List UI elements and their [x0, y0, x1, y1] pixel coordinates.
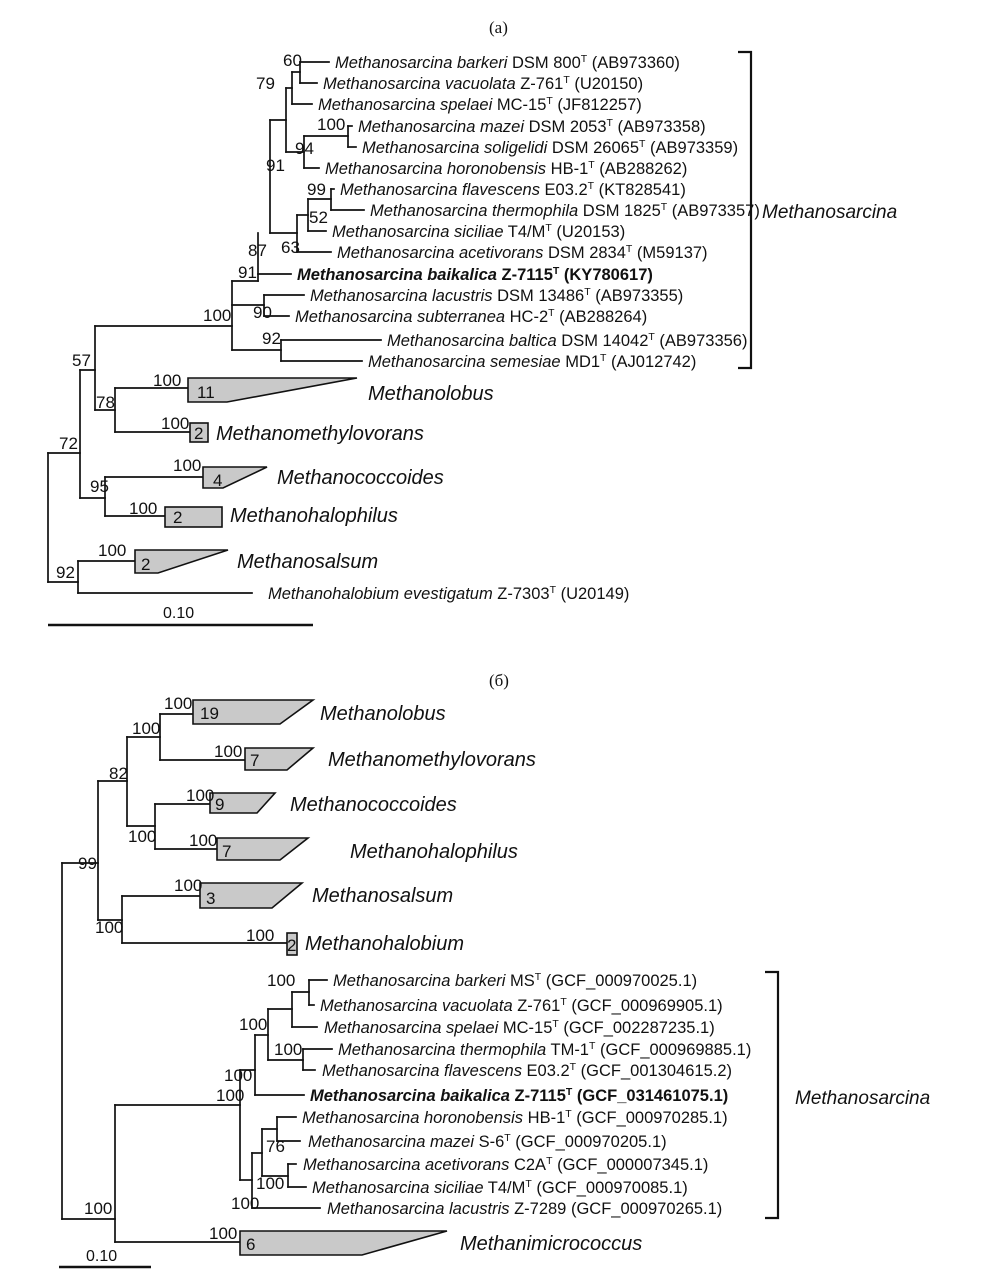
bootstrap-value: 100	[274, 1040, 303, 1059]
bootstrap-value: 100	[129, 499, 158, 518]
clade-genus-label: Methanohalophilus	[230, 505, 398, 527]
taxon-label: Methanosarcina spelaei $MC-15^T$ (GCF_002287235.1)	[324, 1018, 715, 1037]
clade-taxon-count: 11	[197, 383, 215, 402]
taxon-label: Methanosarcina baikalica $Z-7115^T$ (GCF_031461075.1)	[310, 1086, 729, 1105]
bootstrap-value: 95	[90, 477, 109, 496]
taxon-label: Methanosarcina lacustris DSM $13486^T$ (AB973355)	[310, 286, 684, 305]
clade-genus-label: Methanohalobium	[305, 933, 464, 955]
taxon-label: Methanosarcina soligelidi DSM $26065^T$ (AB973359)	[362, 138, 739, 157]
bootstrap-value: 100	[231, 1194, 260, 1213]
clade-taxon-count: 3	[206, 889, 216, 908]
taxon-label: Methanosarcina semesiae $MD1^T$ (AJ012742)	[368, 352, 697, 371]
panel-label: (б)	[489, 671, 509, 690]
taxon-label: Methanosarcina lacustris Z-7289 (GCF_000970265.1)	[327, 1200, 723, 1218]
bootstrap-value: 92	[262, 329, 281, 348]
bootstrap-value: 100	[209, 1224, 238, 1243]
bootstrap-value: 91	[238, 263, 257, 282]
panel-label: (a)	[489, 18, 508, 37]
taxon-label: Methanosarcina barkeri $MS^T$ (GCF_000970025.1)	[333, 971, 698, 990]
taxon-label: Methanosarcina flavescens $E03.2^T$ (KT828541)	[340, 180, 686, 199]
taxon-label: Methanosarcina siciliae $T4/M^T$ (GCF_000970085.1)	[312, 1178, 688, 1197]
bootstrap-value: 100	[174, 876, 203, 895]
bootstrap-value: 99	[78, 854, 97, 873]
taxon-label: Methanosarcina mazei $S-6^T$ (GCF_000970205.1)	[308, 1132, 667, 1151]
scale-bar-label: 0.10	[163, 605, 195, 622]
taxon-label: Methanosarcina horonobensis $HB-1^T$ (AB288262)	[325, 159, 688, 178]
bootstrap-value: 79	[256, 74, 275, 93]
clade-taxon-count: 2	[194, 424, 204, 443]
bootstrap-value: 100	[203, 306, 232, 325]
bootstrap-value: 100	[267, 971, 296, 990]
taxon-label: Methanosarcina flavescens $E03.2^T$ (GCF_001304615.2)	[322, 1061, 733, 1080]
taxon-label: Methanosarcina vacuolata $Z-761^T$ (GCF_000969905.1)	[320, 996, 723, 1015]
bootstrap-value: 100	[98, 541, 127, 560]
bootstrap-value: 60	[283, 51, 302, 70]
taxon-label: Methanosarcina acetivorans DSM $2834^T$ (M59137)	[337, 243, 708, 262]
bootstrap-value: 100	[317, 115, 346, 134]
bootstrap-value: 100	[161, 414, 190, 433]
bootstrap-value: 76	[266, 1137, 285, 1156]
bootstrap-value: 57	[72, 351, 91, 370]
bootstrap-value: 52	[309, 208, 328, 227]
clade-taxon-count: 7	[250, 751, 260, 770]
taxon-label: Methanosarcina vacuolata $Z-761^T$ (U20150)	[323, 74, 644, 93]
bootstrap-value: 99	[307, 180, 326, 199]
clade-taxon-count: 2	[287, 936, 297, 955]
clade-genus-label: Methanosalsum	[237, 551, 379, 573]
taxon-label: Methanosarcina mazei DSM $2053^T$ (AB973358)	[358, 117, 706, 136]
taxon-label: Methanosarcina baikalica $Z-7115^T$ (KY780617)	[297, 265, 653, 284]
bootstrap-value: 78	[96, 393, 115, 412]
bootstrap-value: 82	[109, 764, 128, 783]
taxon-label: Methanosarcina thermophila $TM-1^T$ (GCF_000969885.1)	[338, 1040, 752, 1059]
bootstrap-value: 100	[224, 1066, 253, 1085]
bootstrap-value: 100	[239, 1015, 268, 1034]
bootstrap-value: 100	[128, 827, 157, 846]
clade-genus-label: Methanococcoides	[290, 794, 457, 816]
clade-taxon-count: 6	[246, 1235, 256, 1254]
bootstrap-value: 100	[95, 918, 124, 937]
clade-genus-label: Methanococcoides	[277, 467, 444, 489]
clade-genus-label: Methanosalsum	[312, 885, 454, 907]
bracket-genus-label: Methanosarcina	[795, 1088, 931, 1109]
bootstrap-value: 63	[281, 238, 300, 257]
bootstrap-value: 100	[216, 1086, 245, 1105]
taxon-label: Methanosarcina acetivorans $C2A^T$ (GCF_000007345.1)	[303, 1155, 709, 1174]
bootstrap-value: 100	[173, 456, 202, 475]
bootstrap-value: 100	[214, 742, 243, 761]
bootstrap-value: 100	[256, 1174, 285, 1193]
taxon-label: Methanohalobium evestigatum $Z-7303^T$ (U20149)	[268, 584, 630, 603]
bootstrap-value: 87	[248, 241, 267, 260]
scale-bar-label: 0.10	[86, 1248, 118, 1265]
taxon-label: Methanosarcina horonobensis $HB-1^T$ (GCF_000970285.1)	[302, 1108, 728, 1127]
clade-taxon-count: 2	[173, 508, 183, 527]
clade-taxon-count: 7	[222, 842, 232, 861]
clade-genus-label: Methanomethylovorans	[216, 423, 424, 445]
clade-taxon-count: 2	[141, 555, 151, 574]
bootstrap-value: 100	[189, 831, 218, 850]
taxon-label: Methanosarcina siciliae $T4/M^T$ (U20153)	[332, 222, 626, 241]
bootstrap-value: 94	[295, 139, 314, 158]
taxon-label: Methanosarcina thermophila DSM $1825^T$ (AB973357)	[370, 201, 760, 220]
taxon-label: Methanosarcina barkeri DSM $800^T$ (AB973360)	[335, 53, 680, 72]
bootstrap-value: 100	[84, 1199, 113, 1218]
clade-taxon-count: 4	[213, 471, 223, 490]
bootstrap-value: 100	[132, 719, 161, 738]
bootstrap-value: 91	[266, 156, 285, 175]
bootstrap-value: 100	[153, 371, 182, 390]
bootstrap-value: 92	[56, 563, 75, 582]
bootstrap-value: 100	[164, 694, 193, 713]
bootstrap-value: 100	[186, 786, 215, 805]
clade-genus-label: Methanolobus	[368, 383, 494, 405]
clade-genus-label: Methanolobus	[320, 703, 446, 725]
bootstrap-value: 72	[59, 434, 78, 453]
taxon-label: Methanosarcina spelaei $MC-15^T$ (JF812257)	[318, 95, 642, 114]
bootstrap-value: 100	[246, 926, 275, 945]
bracket-genus-label: Methanosarcina	[762, 202, 898, 223]
clade-genus-label: Methanimicrococcus	[460, 1233, 643, 1255]
clade-genus-label: Methanohalophilus	[350, 841, 518, 863]
clade-taxon-count: 9	[215, 795, 225, 814]
taxon-label: Methanosarcina baltica DSM $14042^T$ (AB973356)	[387, 331, 748, 350]
clade-genus-label: Methanomethylovorans	[328, 749, 536, 771]
bootstrap-value: 90	[253, 303, 272, 322]
taxon-label: Methanosarcina subterranea $HC-2^T$ (AB288264)	[295, 307, 648, 326]
clade-taxon-count: 19	[200, 704, 219, 723]
